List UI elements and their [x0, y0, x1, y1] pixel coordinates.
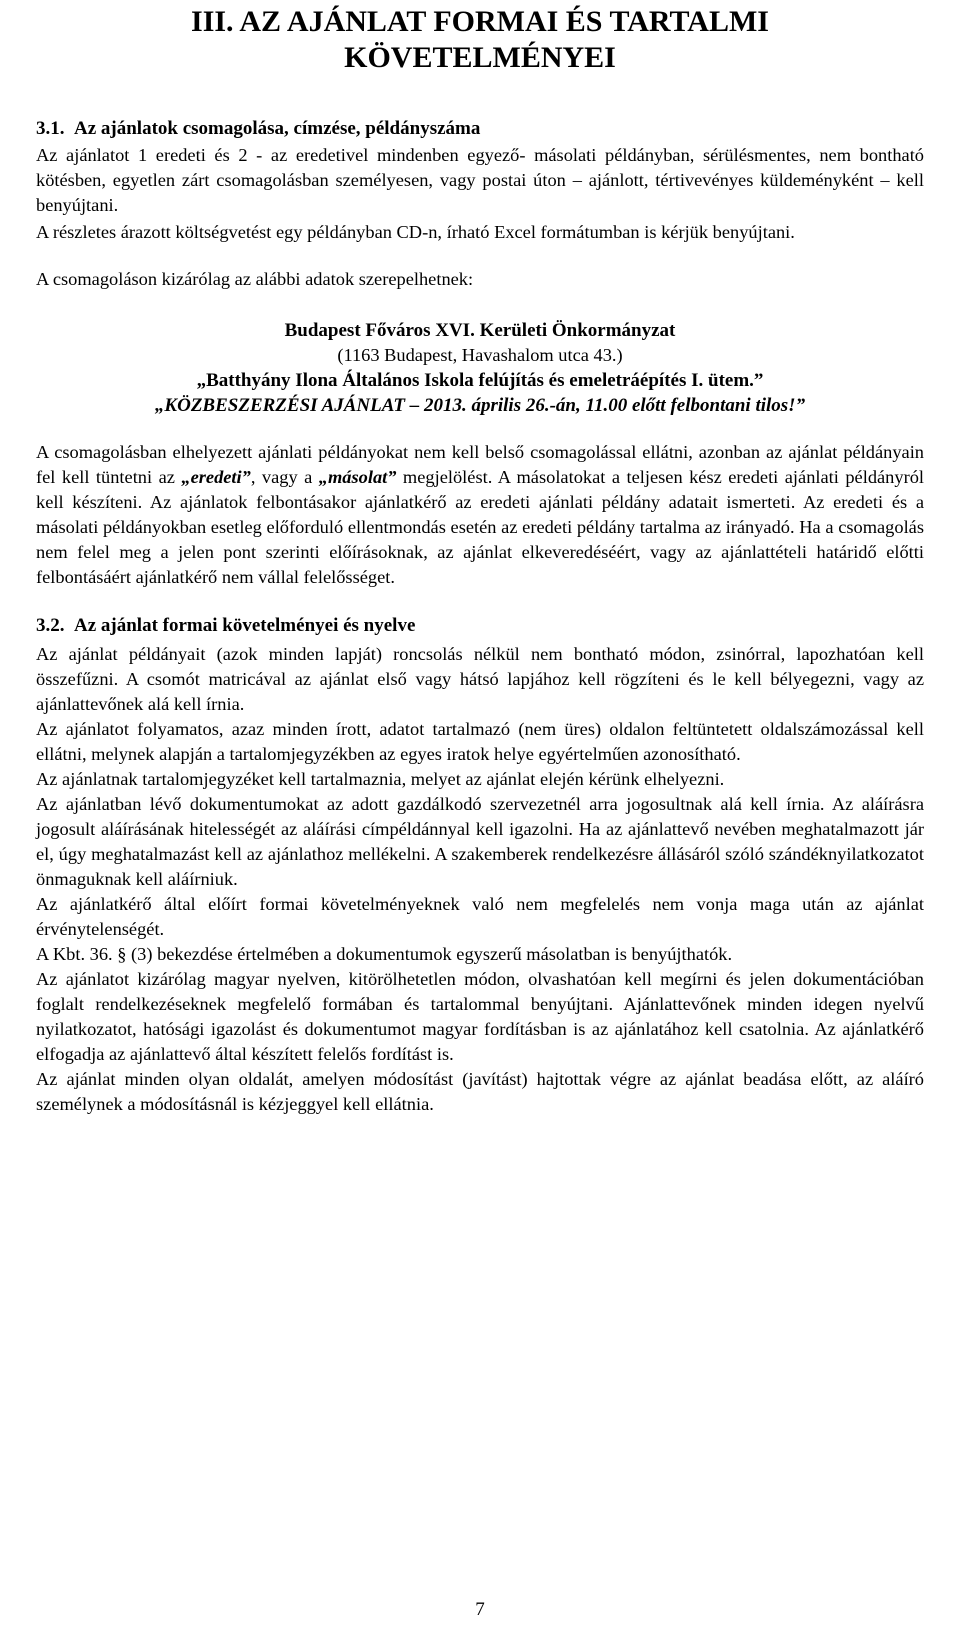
document-page — [36, 0, 924, 1117]
chapter-title-line1: III. AZ AJÁNLAT FORMAI ÉS TARTALMI — [191, 5, 769, 38]
copy-marking: „másolat” — [318, 467, 397, 487]
paragraph: Az ajánlatot folyamatos, azaz minden írott, adatot tartalmazó (nem üres) oldalon feltüntetett oldalszámozással kell ellátni, melynek alapján a tartalomjegyzékben az egyes iratok helye egyértelműen azonosítható. — [36, 719, 924, 764]
chapter-title — [36, 4, 924, 76]
section-number: 3.2. — [36, 615, 65, 636]
opening-warning: „KÖZBESZERZÉSI AJÁNLAT – 2013. április 26.-án, 11.00 előtt felbontani tilos!” — [154, 395, 806, 416]
paragraph-text: , vagy a — [250, 467, 319, 487]
package-label-block — [36, 318, 924, 418]
section-number: 3.1. — [36, 118, 65, 139]
project-title: „Batthyány Ilona Általános Iskola felújítás és emeletráépítés I. ütem.” — [196, 370, 764, 391]
chapter-title-line2: KÖVETELMÉNYEI — [344, 41, 616, 74]
paragraph: Az ajánlatkérő által előírt formai követelményeknek való nem megfelelés nem vonja maga után az ajánlat érvénytelenségét. — [36, 894, 924, 939]
section-heading-3-1 — [36, 116, 924, 141]
paragraph-text: A csomagolásban elhelyezett ajánlati példányokat nem kell belső csomagolással ellátni, azonban az ajánlat példányain fel kell tüntetni az — [36, 442, 924, 487]
paragraph: Az ajánlatot kizárólag magyar nyelven, kitörölhetetlen módon, olvashatóan kell megírni és jelen dokumentációban foglalt rendelkezéseknek megfelelő formában és tartalommal benyújtani. Ajánlattevőnek minden idegen nyelvű nyilatkozatot, hatósági igazolást és dokumentumot magyar fordításban is az ajánlatához kell csatolnia. Az ajánlatkérő elfogadja az ajánlattevő által készített felelős fordítást is. — [36, 969, 924, 1064]
recipient-name: Budapest Főváros XVI. Kerületi Önkormányzat — [284, 320, 676, 341]
section-heading-3-2 — [36, 613, 924, 638]
page-number: 7 — [475, 1599, 485, 1620]
paragraph — [36, 440, 924, 590]
section-heading-text: Az ajánlatok csomagolása, címzése, példányszáma — [74, 118, 481, 139]
original-marking: „eredeti” — [181, 467, 251, 487]
paragraph: A Kbt. 36. § (3) bekezdése értelmében a dokumentumok egyszerű másolatban is benyújthatók. — [36, 944, 733, 964]
recipient-address: (1163 Budapest, Havashalom utca 43.) — [337, 345, 623, 365]
paragraph: Az ajánlatban lévő dokumentumokat az adott gazdálkodó szervezetnél arra jogosultnak alá kell írnia. Az aláírásra jogosult aláírásának hitelességét az aláírási címpéldánnyal kell igazolni. Ha az ajánlattevő nevében meghatalmazott jár el, úgy meghatalmazást kell az ajánlathoz mellékelni. A szakemberek rendelkezésre állásáról szóló szándéknyilatkozatot önmaguknak kell aláírniuk. — [36, 794, 924, 889]
section-heading-text: Az ajánlat formai követelményei és nyelve — [74, 615, 416, 636]
paragraph: A csomagoláson kizárólag az alábbi adatok szerepelhetnek: — [36, 269, 474, 289]
paragraph: Az ajánlatot 1 eredeti és 2 - az eredetivel mindenben egyező- másolati példányban, sérülésmentes, nem bontható kötésben, egyetlen zárt csomagolásban személyesen, vagy postai úton – ajánlott, tértivevényes küldeményként – kell benyújtani. — [36, 145, 924, 215]
paragraph: Az ajánlat minden olyan oldalát, amelyen módosítást (javítást) hajtottak végre az ajánlat beadása előtt, az aláíró személynek a módosításnál is kézjeggyel kell ellátnia. — [36, 1069, 924, 1114]
paragraph: A részletes árazott költségvetést egy példányban CD-n, írható Excel formátumban is kérjük benyújtani. — [36, 222, 795, 242]
paragraph: Az ajánlatnak tartalomjegyzéket kell tartalmaznia, melyet az ajánlat elején kérünk elhelyezni. — [36, 769, 725, 789]
paragraph-text: megjelölést. A másolatokat a teljesen kész eredeti ajánlati példányról kell készíteni. Az ajánlatok felbontásakor ajánlatkérő az eredeti ajánlati példány adatait ismerteti. Az eredeti és a másolati példányokban esetleg előforduló ellentmondás esetén az eredeti példány tartalma az irányadó. Ha a csomagolás nem felel meg a jelen pont szerinti előírásoknak, az ajánlat elkeveredéséért, vagy az ajánlattételi határidő előtti felbontásáért ajánlatkérő nem vállal felelősséget. — [36, 467, 924, 587]
paragraph: Az ajánlat példányait (azok minden lapját) roncsolás nélkül nem bontható módon, zsinórral, lapozhatóan kell összefűzni. A csomót matricával az ajánlat első vagy hátsó lapjához kell rögzíteni és le kell bélyegezni, vagy az ajánlattevőnek alá kell írnia. — [36, 644, 924, 714]
